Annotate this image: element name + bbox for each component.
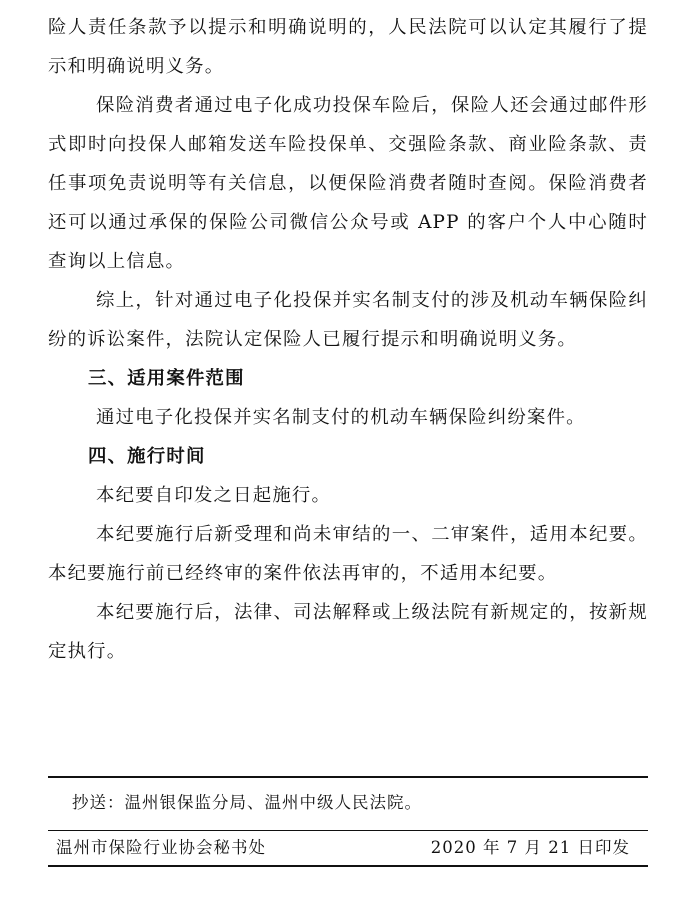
section-heading-effective-time: 四、施行时间 xyxy=(88,446,206,467)
paragraph-continued: 险人责任条款予以提示和明确说明的，人民法院可以认定其履行了提示和明确说明义务。 xyxy=(48,17,648,77)
footer-bottom-rule xyxy=(48,865,648,867)
paragraph-scope: 通过电子化投保并实名制支付的机动车辆保险纠纷案件。 xyxy=(96,407,586,428)
issue-line xyxy=(48,831,648,865)
section-heading-scope: 三、适用案件范围 xyxy=(88,368,245,389)
paragraph-new-rules: 本纪要施行后，法律、司法解释或上级法院有新规定的，按新规定执行。 xyxy=(48,602,648,662)
issue-date: 2020 年 7 月 21 日印发 xyxy=(430,838,630,857)
paragraph-applicability: 本纪要施行后新受理和尚未审结的一、二审案件，适用本纪要。本纪要施行前已经终审的案件依法再审的，不适用本纪要。 xyxy=(48,524,648,584)
cc-line: 抄送：温州银保监分局、温州中级人民法院。 xyxy=(72,793,422,812)
document-footer xyxy=(48,776,648,867)
paragraph-effective-date: 本纪要自印发之日起施行。 xyxy=(96,485,332,506)
paragraph-electronic-notice: 保险消费者通过电子化成功投保车险后，保险人还会通过邮件形式即时向投保人邮箱发送车险投保单、交强险条款、商业险条款、责任事项免责说明等有关信息，以便保险消费者随时查阅。保险消费者还可以通过承保的保险公司微信公众号或 APP 的客户个人中心随时查询以上信息。 xyxy=(48,95,648,272)
paragraph-conclusion: 综上，针对通过电子化投保并实名制支付的涉及机动车辆保险纠纷的诉讼案件，法院认定保险人已履行提示和明确说明义务。 xyxy=(48,290,648,350)
document-body xyxy=(48,8,648,671)
issuer-name: 温州市保险行业协会秘书处 xyxy=(56,838,266,857)
